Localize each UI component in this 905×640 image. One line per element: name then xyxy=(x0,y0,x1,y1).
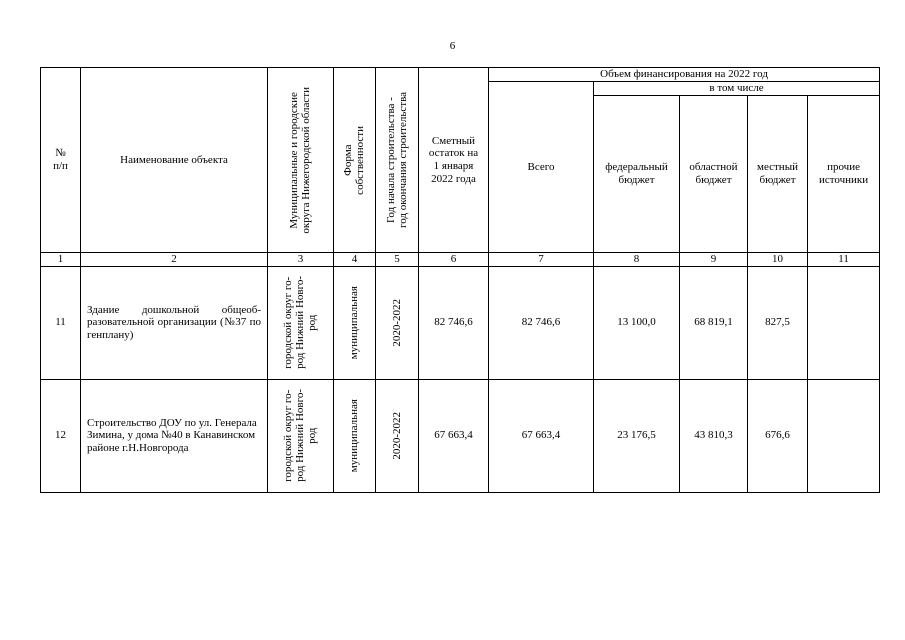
row-municipality-text: городской округ го- род Нижний Новго- род xyxy=(282,389,319,483)
header-local: местный бюджет xyxy=(748,96,808,253)
row-num: 12 xyxy=(41,379,81,492)
column-number: 2 xyxy=(81,253,268,267)
column-number: 4 xyxy=(334,253,376,267)
financing-table xyxy=(40,67,880,493)
header-ownership xyxy=(334,68,376,253)
row-total: 82 746,6 xyxy=(489,266,594,379)
column-number: 8 xyxy=(594,253,680,267)
row-ownership xyxy=(334,379,376,492)
row-federal: 23 176,5 xyxy=(594,379,680,492)
row-balance: 82 746,6 xyxy=(419,266,489,379)
header-years xyxy=(376,68,419,253)
header-num: № п/п xyxy=(41,68,81,253)
row-years-text: 2020-2022 xyxy=(390,411,403,460)
column-number-row xyxy=(41,253,880,267)
column-number: 1 xyxy=(41,253,81,267)
column-number: 11 xyxy=(808,253,880,267)
header-other: прочие источники xyxy=(808,96,880,253)
row-other xyxy=(808,266,880,379)
row-municipality xyxy=(268,266,334,379)
header-financing-group: Объем финансирования на 2022 год xyxy=(489,68,880,82)
row-local: 676,6 xyxy=(748,379,808,492)
row-regional: 68 819,1 xyxy=(680,266,748,379)
row-local: 827,5 xyxy=(748,266,808,379)
header-including-group: в том числе xyxy=(594,82,880,96)
row-ownership xyxy=(334,266,376,379)
row-years xyxy=(376,266,419,379)
column-number: 10 xyxy=(748,253,808,267)
column-number: 9 xyxy=(680,253,748,267)
header-ownership-text: Форма собственности xyxy=(342,125,367,195)
row-ownership-text: муниципальная xyxy=(348,399,361,473)
header-federal: федеральный бюджет xyxy=(594,96,680,253)
column-number: 7 xyxy=(489,253,594,267)
header-municipality-text: Муниципальные и городские округа Нижегородской области xyxy=(288,86,313,234)
row-years-text: 2020-2022 xyxy=(390,298,403,347)
column-number: 5 xyxy=(376,253,419,267)
row-object-name: Здание дошкольной общеоб-разовательной организации (№37 по генплану) xyxy=(81,266,268,379)
table-row xyxy=(41,379,880,492)
header-total: Всего xyxy=(489,82,594,253)
row-ownership-text: муниципальная xyxy=(348,286,361,360)
header-balance: Сметный остаток на 1 января 2022 года xyxy=(419,68,489,253)
row-years xyxy=(376,379,419,492)
header-regional: областной бюджет xyxy=(680,96,748,253)
row-total: 67 663,4 xyxy=(489,379,594,492)
page-number: 6 xyxy=(449,40,456,52)
header-years-text: Год начала строительства - год окончания строительства xyxy=(384,92,409,228)
column-number: 3 xyxy=(268,253,334,267)
row-object-name: Строительство ДОУ по ул. Генерала Зимина, у дома №40 в Канавинском районе г.Н.Новгорода xyxy=(81,379,268,492)
row-federal: 13 100,0 xyxy=(594,266,680,379)
table-row xyxy=(41,266,880,379)
row-municipality-text: городской округ го- род Нижний Новго- род xyxy=(282,276,319,370)
column-number: 6 xyxy=(419,253,489,267)
header-municipality xyxy=(268,68,334,253)
row-other xyxy=(808,379,880,492)
row-municipality xyxy=(268,379,334,492)
row-num: 11 xyxy=(41,266,81,379)
header-object-name: Наименование объекта xyxy=(81,68,268,253)
row-balance: 67 663,4 xyxy=(419,379,489,492)
row-regional: 43 810,3 xyxy=(680,379,748,492)
